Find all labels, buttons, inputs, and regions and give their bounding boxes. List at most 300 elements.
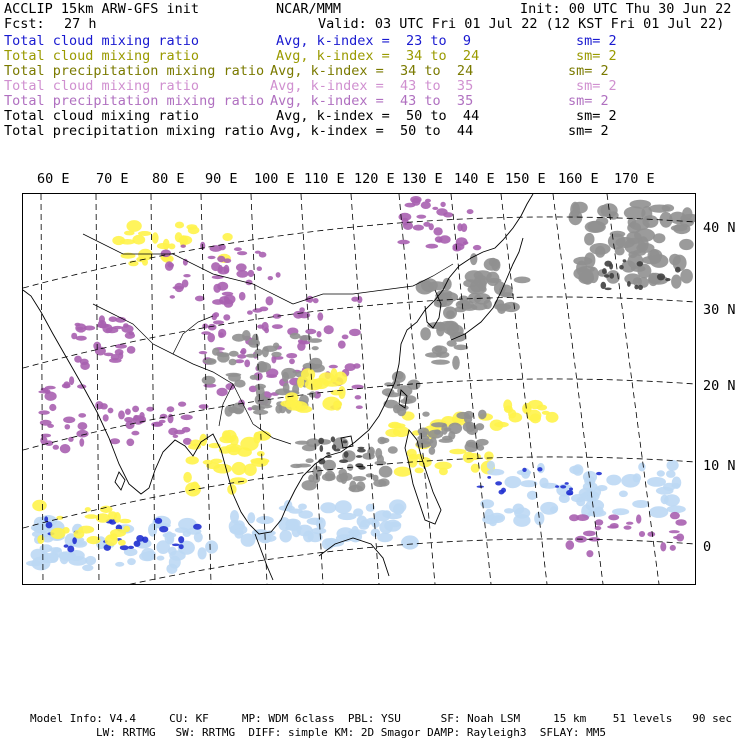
light-blue-cloud xyxy=(60,552,69,565)
init-time: Init: 00 UTC Thu 30 Jun 22 xyxy=(520,1,732,17)
yellow-cloud xyxy=(449,449,466,455)
purple-cloud xyxy=(40,420,52,426)
dark-gray-cloud xyxy=(320,445,324,452)
gray-cloud xyxy=(388,446,398,453)
field-avg-2: Avg, k-index = 34 to 24 xyxy=(276,48,480,64)
purple-cloud xyxy=(257,325,264,329)
gray-cloud xyxy=(431,360,450,365)
blue-cloud xyxy=(159,526,168,532)
gray-cloud xyxy=(476,439,489,446)
gray-cloud xyxy=(302,480,317,490)
gray-cloud xyxy=(484,258,500,271)
gray-cloud xyxy=(494,281,506,295)
gray-cloud xyxy=(233,408,243,413)
light-blue-cloud xyxy=(612,508,629,515)
gray-cloud xyxy=(290,333,301,339)
gray-cloud xyxy=(425,352,442,357)
purple-cloud xyxy=(647,532,655,537)
purple-cloud xyxy=(456,237,468,246)
gray-cloud xyxy=(263,397,272,406)
field-name-3: Total precipitation mixing ratio xyxy=(4,63,265,79)
gray-cloud xyxy=(306,458,314,463)
light-blue-cloud xyxy=(657,470,665,476)
gray-cloud xyxy=(452,356,460,370)
purple-cloud xyxy=(357,296,363,303)
gray-cloud xyxy=(642,256,661,265)
lon-label: 90 E xyxy=(205,171,238,187)
blue-cloud xyxy=(193,524,202,530)
blue-cloud xyxy=(128,546,134,549)
purple-cloud xyxy=(65,424,71,429)
light-blue-cloud xyxy=(31,557,50,571)
light-blue-cloud xyxy=(85,556,96,565)
lon-label: 130 E xyxy=(402,171,443,187)
gray-cloud xyxy=(430,437,437,448)
purple-cloud xyxy=(639,531,645,537)
dark-gray-cloud xyxy=(619,265,624,270)
yellow-cloud xyxy=(112,236,125,245)
purple-cloud xyxy=(586,550,593,557)
purple-cloud xyxy=(247,310,253,314)
purple-cloud xyxy=(153,422,163,427)
purple-cloud xyxy=(244,360,250,368)
purple-cloud xyxy=(45,386,56,390)
purple-cloud xyxy=(317,331,322,337)
gray-cloud xyxy=(448,423,462,434)
purple-cloud xyxy=(181,415,193,421)
purple-cloud xyxy=(636,514,641,523)
purple-cloud xyxy=(75,323,86,332)
purple-cloud xyxy=(473,245,481,250)
gray-cloud xyxy=(352,476,366,481)
gray-cloud xyxy=(229,351,239,357)
purple-cloud xyxy=(224,258,232,263)
gray-cloud xyxy=(638,236,648,252)
blue-cloud xyxy=(46,522,53,529)
purple-cloud xyxy=(610,523,619,528)
purple-cloud xyxy=(78,422,88,430)
meridian-line xyxy=(96,194,99,584)
yellow-cloud xyxy=(222,233,232,241)
purple-cloud xyxy=(53,445,59,450)
purple-cloud xyxy=(237,251,247,255)
light-blue-cloud xyxy=(666,470,676,478)
gray-cloud xyxy=(295,441,309,445)
gray-cloud xyxy=(465,270,484,283)
light-blue-cloud xyxy=(494,515,504,521)
gray-cloud xyxy=(587,221,604,232)
purple-cloud xyxy=(286,353,297,358)
purple-cloud xyxy=(289,359,295,365)
dark-gray-cloud xyxy=(356,455,362,458)
blue-cloud xyxy=(487,476,491,479)
gray-cloud xyxy=(588,267,599,283)
yellow-cloud xyxy=(152,232,159,243)
light-blue-cloud xyxy=(168,547,177,556)
blue-cloud xyxy=(560,485,566,488)
light-blue-cloud xyxy=(534,512,544,525)
purple-cloud xyxy=(69,376,74,385)
gray-cloud xyxy=(379,466,393,478)
lat-label: 20 N xyxy=(703,378,736,394)
gray-cloud xyxy=(590,243,611,255)
gray-cloud xyxy=(434,345,442,352)
dark-gray-cloud xyxy=(601,282,607,289)
dark-gray-cloud xyxy=(344,451,349,457)
purple-cloud xyxy=(123,323,129,328)
blue-cloud xyxy=(178,536,184,543)
light-blue-cloud xyxy=(485,509,494,521)
purple-cloud xyxy=(608,514,619,520)
yellow-cloud xyxy=(251,459,268,467)
purple-cloud xyxy=(329,365,338,369)
purple-cloud xyxy=(324,325,334,334)
gray-cloud xyxy=(229,359,237,366)
yellow-cloud xyxy=(85,507,91,512)
lon-label: 170 E xyxy=(614,171,655,187)
run-title: ACCLIP 15km ARW-GFS init xyxy=(4,1,200,17)
purple-cloud xyxy=(78,413,86,418)
forecast-label: Fcst: xyxy=(4,16,45,32)
purple-cloud xyxy=(440,202,445,207)
yellow-cloud xyxy=(297,377,304,388)
gray-cloud xyxy=(393,404,401,413)
purple-cloud xyxy=(421,201,431,209)
purple-cloud xyxy=(100,403,108,409)
purple-cloud xyxy=(402,218,409,226)
dark-gray-cloud xyxy=(357,449,366,453)
purple-cloud xyxy=(356,405,363,409)
light-blue-cloud xyxy=(157,556,165,561)
gray-cloud xyxy=(680,269,693,284)
purple-cloud xyxy=(425,199,431,203)
light-blue-cloud xyxy=(141,548,155,561)
lon-label: 140 E xyxy=(454,171,495,187)
purple-cloud xyxy=(71,333,77,340)
gray-cloud xyxy=(281,368,297,379)
purple-cloud xyxy=(673,536,680,539)
gray-cloud xyxy=(262,346,269,357)
purple-cloud xyxy=(49,404,56,411)
light-blue-cloud xyxy=(360,520,370,528)
yellow-cloud xyxy=(199,434,207,446)
light-blue-cloud xyxy=(504,508,514,513)
purple-cloud xyxy=(236,263,247,271)
light-blue-cloud xyxy=(389,499,406,513)
gray-cloud xyxy=(642,215,658,228)
yellow-cloud xyxy=(175,222,184,229)
field-avg-5: Avg, k-index = 43 to 35 xyxy=(270,93,474,109)
yellow-cloud xyxy=(388,422,401,429)
lat-label: 40 N xyxy=(703,220,736,236)
purple-cloud xyxy=(675,519,686,526)
blue-cloud xyxy=(120,545,129,550)
dark-gray-cloud xyxy=(602,268,607,274)
light-blue-cloud xyxy=(480,499,494,508)
gray-cloud xyxy=(375,448,382,459)
yellow-cloud xyxy=(257,451,265,456)
yellow-cloud xyxy=(319,372,335,384)
purple-cloud xyxy=(670,512,680,519)
dark-gray-cloud xyxy=(605,288,612,291)
purple-cloud xyxy=(170,295,175,299)
field-sm-5: sm= 2 xyxy=(568,93,609,109)
purple-cloud xyxy=(349,329,361,336)
purple-cloud xyxy=(199,351,207,354)
purple-cloud xyxy=(98,320,107,328)
yellow-cloud xyxy=(415,468,424,474)
dark-gray-cloud xyxy=(331,436,335,442)
purple-cloud xyxy=(317,312,323,320)
purple-cloud xyxy=(103,414,109,421)
field-avg-1: Avg, k-index = 23 to 9 xyxy=(276,33,472,49)
gray-cloud xyxy=(212,348,220,356)
gray-cloud xyxy=(385,392,400,397)
gray-cloud xyxy=(475,423,484,430)
light-blue-cloud xyxy=(638,463,645,472)
lon-label: 100 E xyxy=(254,171,295,187)
purple-cloud xyxy=(181,245,186,248)
purple-cloud xyxy=(167,406,175,412)
yellow-cloud xyxy=(186,456,199,464)
lon-label: 160 E xyxy=(558,171,599,187)
purple-cloud xyxy=(252,308,262,312)
purple-cloud xyxy=(432,207,438,210)
valid-time: Valid: 03 UTC Fri 01 Jul 22 (12 KST Fri 01 Jul 22) xyxy=(318,16,725,32)
dark-gray-cloud xyxy=(604,274,609,278)
yellow-cloud xyxy=(118,540,126,546)
light-blue-cloud xyxy=(632,500,649,508)
light-blue-cloud xyxy=(621,474,640,488)
light-blue-cloud xyxy=(487,461,495,470)
gray-cloud xyxy=(202,376,216,385)
purple-cloud xyxy=(112,326,123,329)
purple-cloud xyxy=(183,259,188,266)
blue-cloud xyxy=(499,490,505,495)
dark-gray-cloud xyxy=(326,452,330,455)
gray-cloud xyxy=(457,301,470,306)
purple-cloud xyxy=(118,352,123,359)
purple-cloud xyxy=(199,404,209,409)
blue-cloud xyxy=(67,546,74,553)
gray-cloud xyxy=(275,405,282,414)
light-blue-cloud xyxy=(230,510,239,523)
yellow-cloud xyxy=(419,457,432,467)
purple-cloud xyxy=(443,212,453,217)
light-blue-cloud xyxy=(261,535,277,542)
purple-cloud xyxy=(257,266,262,271)
purple-cloud xyxy=(410,196,421,203)
gray-cloud xyxy=(486,278,501,283)
gray-cloud xyxy=(497,304,506,314)
dark-gray-cloud xyxy=(627,281,631,287)
light-blue-cloud xyxy=(667,460,679,471)
purple-cloud xyxy=(338,341,346,349)
purple-cloud xyxy=(566,540,575,550)
yellow-cloud xyxy=(232,462,246,475)
blue-cloud xyxy=(596,472,602,475)
yellow-cloud xyxy=(157,243,170,249)
light-blue-cloud xyxy=(338,513,357,520)
yellow-cloud xyxy=(484,451,494,460)
purple-cloud xyxy=(217,267,229,275)
light-blue-cloud xyxy=(649,506,668,518)
light-blue-cloud xyxy=(672,477,682,489)
purple-cloud xyxy=(165,261,174,271)
yellow-cloud xyxy=(213,464,232,474)
dark-gray-cloud xyxy=(638,285,643,290)
light-blue-cloud xyxy=(165,531,174,544)
light-blue-cloud xyxy=(256,516,274,524)
purple-cloud xyxy=(276,272,281,278)
light-blue-cloud xyxy=(49,547,61,552)
lon-label: 120 E xyxy=(354,171,395,187)
light-blue-cloud xyxy=(115,562,124,567)
yellow-cloud xyxy=(124,231,135,236)
purple-cloud xyxy=(124,417,133,422)
yellow-cloud xyxy=(119,519,131,524)
gray-cloud xyxy=(255,384,266,389)
field-name-2: Total cloud mixing ratio xyxy=(4,48,200,64)
purple-cloud xyxy=(248,270,255,277)
light-blue-cloud xyxy=(335,500,352,514)
dark-gray-cloud xyxy=(358,447,365,449)
light-blue-cloud xyxy=(401,535,419,549)
purple-cloud xyxy=(212,313,218,320)
purple-cloud xyxy=(266,374,277,378)
light-blue-cloud xyxy=(166,564,177,574)
light-blue-cloud xyxy=(489,520,496,526)
light-blue-cloud xyxy=(286,519,299,531)
coastline-srilanka xyxy=(115,472,125,490)
map-canvas xyxy=(23,194,695,584)
gray-cloud xyxy=(242,330,251,341)
light-blue-cloud xyxy=(316,517,326,529)
purple-cloud xyxy=(118,410,125,419)
blue-cloud xyxy=(495,481,502,485)
yellow-cloud xyxy=(503,399,512,411)
blue-cloud xyxy=(555,485,559,488)
lon-label: 150 E xyxy=(505,171,546,187)
gray-cloud xyxy=(254,349,262,356)
yellow-cloud xyxy=(114,512,121,523)
purple-cloud xyxy=(595,519,603,525)
light-blue-cloud xyxy=(583,471,597,483)
yellow-cloud xyxy=(32,500,47,511)
purple-cloud xyxy=(45,440,53,446)
lon-label: 110 E xyxy=(304,171,345,187)
gray-cloud xyxy=(431,422,447,427)
gray-cloud xyxy=(628,254,644,269)
field-name-6: Total cloud mixing ratio xyxy=(4,108,200,124)
yellow-cloud xyxy=(37,535,44,544)
gray-cloud xyxy=(203,359,216,363)
yellow-cloud xyxy=(132,235,145,245)
field-sm-3: sm= 2 xyxy=(568,63,609,79)
gray-cloud xyxy=(373,479,386,487)
forecast-hours: 27 h xyxy=(64,16,97,32)
field-avg-4: Avg, k-index = 43 to 35 xyxy=(270,78,474,94)
dark-gray-cloud xyxy=(675,267,681,273)
light-blue-cloud xyxy=(619,491,628,498)
purple-cloud xyxy=(240,350,245,354)
yellow-cloud xyxy=(394,467,412,477)
purple-cloud xyxy=(108,408,114,414)
light-blue-cloud xyxy=(280,530,292,543)
purple-cloud xyxy=(223,314,230,320)
dark-gray-cloud xyxy=(609,273,614,279)
gray-cloud xyxy=(572,202,588,214)
purple-cloud xyxy=(38,390,50,393)
field-name-7: Total precipitation mixing ratio xyxy=(4,123,265,139)
gray-cloud xyxy=(403,395,416,403)
purple-cloud xyxy=(80,362,90,370)
light-blue-cloud xyxy=(320,502,336,513)
purple-cloud xyxy=(218,329,226,338)
purple-cloud xyxy=(467,209,474,214)
gray-cloud xyxy=(418,428,429,436)
gray-cloud xyxy=(296,464,311,468)
light-blue-cloud xyxy=(513,514,530,527)
light-blue-cloud xyxy=(647,477,666,487)
dark-gray-cloud xyxy=(318,438,324,444)
blue-cloud xyxy=(566,490,573,496)
gray-cloud xyxy=(378,437,387,445)
yellow-cloud xyxy=(225,444,242,452)
gray-cloud xyxy=(349,485,363,492)
gray-cloud xyxy=(474,293,491,304)
yellow-cloud xyxy=(471,464,480,473)
purple-cloud xyxy=(208,256,216,259)
gray-cloud xyxy=(428,430,443,439)
light-blue-cloud xyxy=(520,480,537,487)
purple-cloud xyxy=(413,225,424,231)
dark-gray-cloud xyxy=(355,463,363,467)
purple-cloud xyxy=(576,514,589,521)
gray-cloud xyxy=(420,327,431,340)
dark-gray-cloud xyxy=(637,261,643,266)
purple-cloud xyxy=(313,298,319,303)
light-blue-cloud xyxy=(325,538,339,548)
yellow-cloud xyxy=(530,413,541,423)
light-blue-cloud xyxy=(247,512,255,523)
yellow-cloud xyxy=(188,226,200,234)
purple-cloud xyxy=(217,282,228,291)
field-name-4: Total cloud mixing ratio xyxy=(4,78,200,94)
gray-cloud xyxy=(662,204,674,212)
yellow-cloud xyxy=(96,513,110,523)
purple-cloud xyxy=(305,329,316,334)
purple-cloud xyxy=(239,292,246,301)
purple-cloud xyxy=(353,363,360,368)
yellow-cloud xyxy=(537,405,547,411)
purple-cloud xyxy=(115,344,127,349)
light-blue-cloud xyxy=(69,541,85,546)
field-sm-2: sm= 2 xyxy=(576,48,617,64)
purple-cloud xyxy=(173,435,179,438)
yellow-cloud xyxy=(439,468,448,476)
center-name: NCAR/MMM xyxy=(276,1,342,17)
blue-cloud xyxy=(155,518,163,524)
field-avg-6: Avg, k-index = 50 to 44 xyxy=(276,108,480,124)
purple-cloud xyxy=(125,409,131,415)
light-blue-cloud xyxy=(571,494,586,502)
gray-cloud xyxy=(671,275,681,289)
gray-cloud xyxy=(514,277,531,284)
field-name-5: Total precipitation mixing ratio xyxy=(4,93,265,109)
light-blue-cloud xyxy=(656,487,674,495)
gray-cloud xyxy=(459,296,469,302)
